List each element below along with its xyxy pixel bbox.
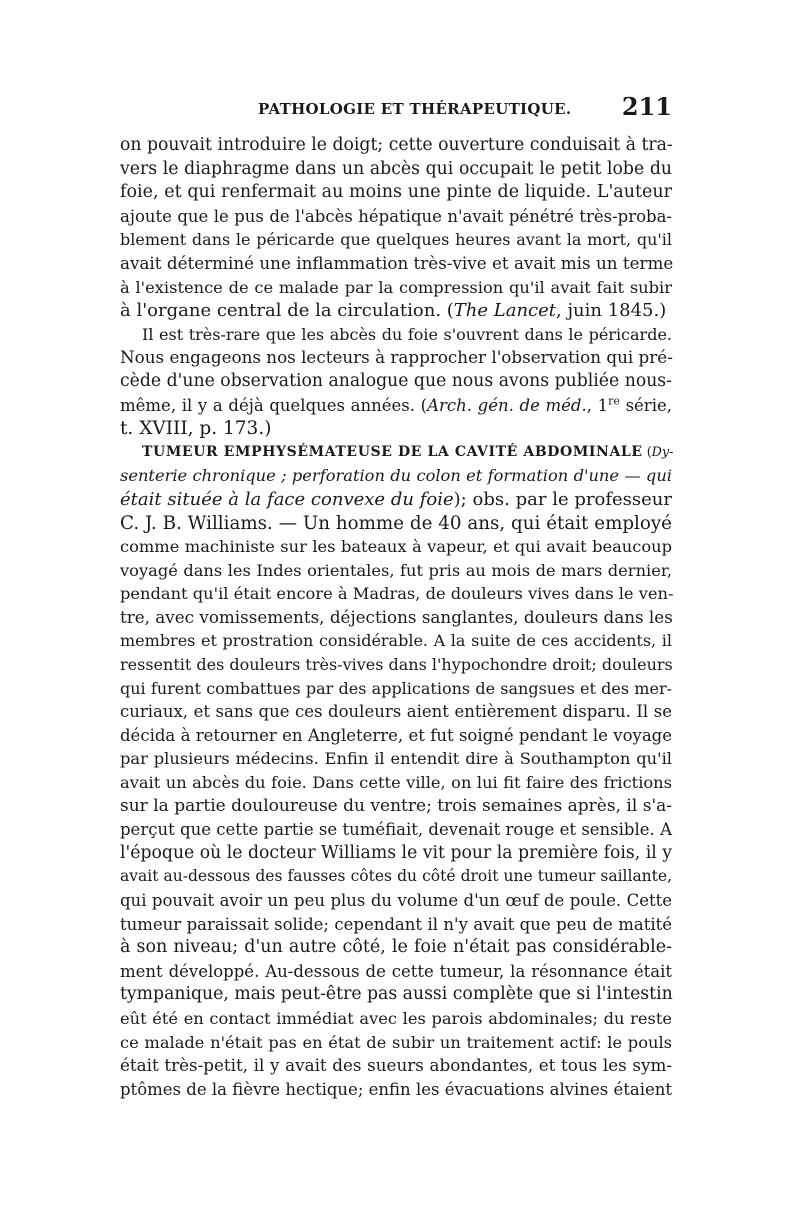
text-line: sur la partie douloureuse du ventre; trois semaines après, il s'a- <box>120 795 672 816</box>
text-fragment: ); obs. par le professeur <box>453 488 672 510</box>
text-line: vers le diaphragme dans un abcès qui occupait le petit lobe du <box>120 158 672 179</box>
section-subtitle: Dy- <box>651 444 674 460</box>
text-line: à l'existence de ce malade par la compression qu'il avait fait subir <box>120 277 672 297</box>
text-line: par plusieurs médecins. Enfin il entendit dire à Southampton qu'il <box>120 749 672 769</box>
running-head <box>120 92 672 132</box>
text-line: tre, avec vomissements, déjections sanglantes, douleurs dans les <box>120 606 673 627</box>
running-title: PATHOLOGIE ET THÉRAPEUTIQUE. <box>258 100 572 118</box>
text-line <box>120 394 672 418</box>
text-line <box>120 488 672 512</box>
section-heading: TUMEUR EMPHYSÉMATEUSE DE LA CAVITÉ ABDOMINALE <box>142 443 643 460</box>
text-line: t. XVIII, p. 173.) <box>120 418 272 440</box>
text-line: Nous engageons nos lecteurs à rapprocher l'observation qui pré- <box>120 347 673 368</box>
text-line: avait au-dessous des fausses côtes du côté droit une tumeur saillante, <box>120 867 672 886</box>
text-line: pendant qu'il était encore à Madras, de douleurs vives dans le ven- <box>120 584 674 604</box>
citation-series-rest: série, <box>619 395 672 415</box>
text-line: décida à retourner en Angleterre, et fut soigné pendant le voyage <box>120 725 672 745</box>
text-fragment: ( <box>642 444 652 460</box>
text-line: ce malade n'était pas en état de subir un traitement actif: le pouls <box>120 1032 672 1052</box>
citation-journal: The Lancet <box>453 300 557 322</box>
text-line: avait un abcès du foie. Dans cette ville, on lui fit faire des frictions <box>120 773 672 793</box>
section-subtitle: était située à la face convexe du foie <box>120 488 454 510</box>
page-number: 211 <box>621 92 672 121</box>
body-text <box>120 134 672 1101</box>
text-line <box>120 299 672 323</box>
text-line: avait déterminé une inflammation très-vive et avait mis un terme <box>120 252 674 273</box>
text-line: curiaux, et sans que ces douleurs aient entièrement disparu. Il se <box>120 702 672 722</box>
text-fragment: à l'organe central de la circulation. ( <box>120 300 454 322</box>
text-line: ment développé. Au-dessous de cette tumeur, la résonnance était <box>120 961 672 981</box>
text-line <box>120 441 672 465</box>
text-line: qui pouvait avoir un peu plus du volume d'un œuf de poule. Cette <box>120 891 672 910</box>
text-line: comme machiniste sur les bateaux à vapeur, et qui avait beaucoup <box>120 537 672 557</box>
text-line: cède d'une observation analogue que nous avons publiée nous- <box>120 370 672 391</box>
text-line: C. J. B. Williams. — Un homme de 40 ans, qui était employé <box>120 512 672 534</box>
text-line: qui furent combattues par des applications de sangsues et des mer- <box>120 678 672 698</box>
text-line: foie, et qui renfermait au moins une pinte de liquide. L'auteur <box>120 182 672 203</box>
text-line: perçut que cette partie se tuméfiait, devenait rouge et sensible. A <box>120 820 672 840</box>
text-line: membres et prostration considérable. A la suite de ces accidents, il <box>120 631 672 651</box>
citation-date: , juin 1845.) <box>556 300 667 322</box>
citation-series-superscript: re <box>608 394 620 408</box>
text-line: on pouvait introduire le doigt; cette ouverture conduisait à tra- <box>120 135 673 155</box>
citation-series: , 1 <box>586 395 609 415</box>
section-subtitle-line: senterie chronique ; perforation du colon et formation d'une — qui <box>120 466 672 486</box>
text-line: tympanique, mais peut-être pas aussi complète que si l'intestin <box>120 984 673 1005</box>
text-line: eût été en contact immédiat avec les parois abdominales; du reste <box>120 1008 672 1028</box>
text-line: ptômes de la fièvre hectique; enfin les évacuations alvines étaient <box>120 1079 672 1099</box>
text-line: blement dans le péricarde que quelques heures avant la mort, qu'il <box>120 230 672 250</box>
text-line: était très-petit, il y avait des sueurs abondantes, et tous les sym- <box>120 1055 672 1076</box>
text-line: ajoute que le pus de l'abcès hépatique n'avait pénétré très-proba- <box>120 206 672 226</box>
text-line: ressentit des douleurs très-vives dans l'hypochondre droit; douleurs <box>120 655 673 675</box>
text-fragment: même, il y a déjà quelques années. ( <box>120 395 428 415</box>
citation-journal: Arch. gén. de méd. <box>427 395 587 415</box>
text-line: à son niveau; d'un autre côté, le foie n'était pas considérable- <box>120 937 672 958</box>
text-line: voyagé dans les Indes orientales, fut pris au mois de mars dernier, <box>120 560 672 580</box>
text-line: tumeur paraissait solide; cependant il n'y avait que peu de matité <box>120 914 672 934</box>
text-line: Il est très-rare que les abcès du foie s'ouvrent dans le péricarde. <box>142 324 672 344</box>
text-line: l'époque où le docteur Williams le vit pour la première fois, il y <box>120 842 672 863</box>
